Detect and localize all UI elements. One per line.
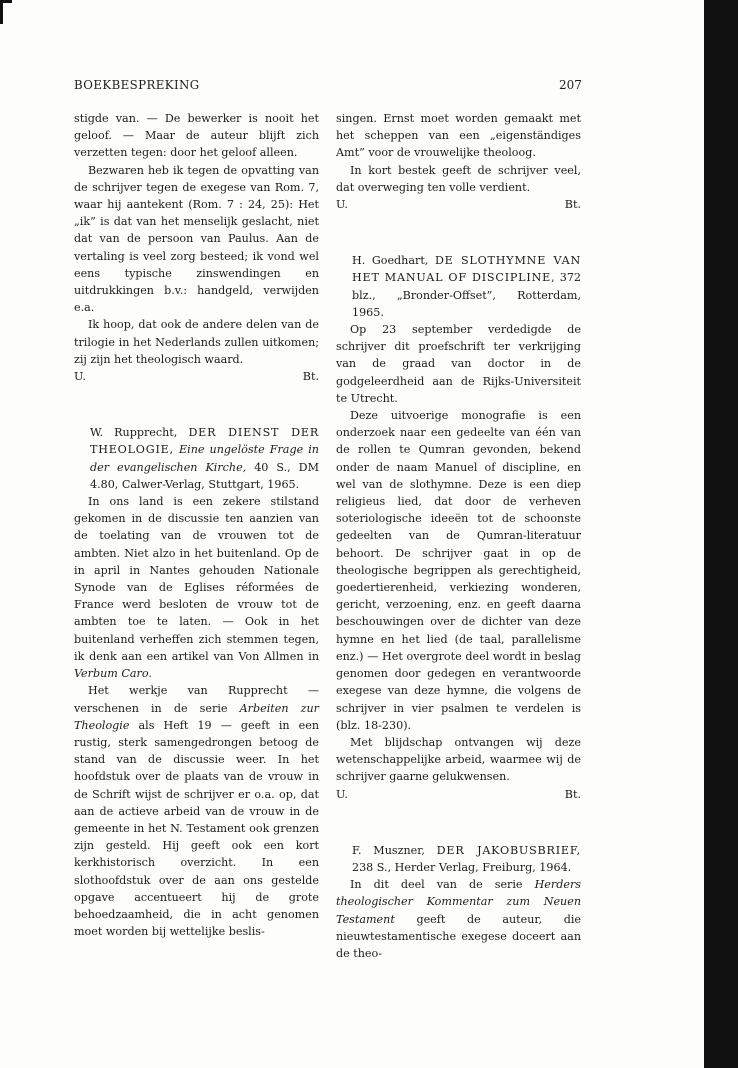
paragraph: Ik hoop, dat ook de andere delen van de trilogie in het Nederlands zullen uitkomen; zij zijn het theologisch waard.: [74, 318, 319, 366]
paragraph: Deze uitvoerige monografie is een onderzoek naar een gedeelte van één van de rollen te Qumran gevonden, bekend onder de naam Manuel of discipline, en wel van de slothymne. Deze is een diep religieus lied, dat door de verheven soteriologische ideeën tot de schoonste gedeelten van de Qumran-literatuur behoort. De schrijver gaat in op de theologische begrippen als gerechtigheid, goedertierenheid, verkiezing wonderen, gericht, verzoening, enz. en geeft daarna beschouwingen over de dichter van deze hymne en het lied (de taal, parallelisme enz.) — Het overgrote deel wordt in beslag genomen door gedegen en verantwoorde exegese van deze hymne, die volgens de schrijver in vier psalmen te verdelen is (blz. 18-230).: [336, 409, 581, 732]
review-title: DE SLOTHYMNE VAN HET MANUAL OF DISCIPLINE,: [352, 254, 582, 285]
signature-initial: U.: [74, 370, 86, 384]
review-author: H. Goedhart,: [352, 254, 429, 268]
review-details: 238 S., Herder Verlag, Freiburg, 1964.: [352, 860, 572, 874]
section-gap: [336, 213, 581, 252]
review-details: 40 S., DM 4.80, Calwer-Verlag, Stuttgart, 1965.: [90, 460, 319, 491]
paragraph: In kort bestek geeft de schrijver veel, dat overweging ten volle verdient.: [336, 163, 581, 194]
signature-reviewer: Bt.: [302, 370, 319, 384]
review-title: DER DIENST DER THEOLOGIE,: [90, 426, 320, 457]
signature-initial: U.: [336, 787, 348, 801]
review-details: 372 blz., „Bronder-Offset”, Rotterdam, 1965.: [352, 271, 581, 319]
section-gap: [74, 385, 319, 424]
signature-initial: U.: [336, 198, 348, 212]
signature-reviewer: Bt.: [564, 198, 581, 212]
page-number: 207: [559, 78, 582, 92]
crop-mark: [0, 0, 12, 3]
paragraph: stigde van. — De bewerker is nooit het geloof. — Maar de auteur blijft zich verzetten tegen: door het geloof alleen.: [74, 112, 319, 160]
review-heading: [90, 424, 319, 493]
paragraph: In dit deel van de serie Herders theologischer Kommentar zum Neuen Testament geeft de auteur, die nieuwtestamentische exegese doceert aan de theo-: [336, 878, 581, 960]
right-column: [336, 110, 581, 962]
section-gap: [336, 803, 581, 842]
review-title: DER JAKOBUSBRIEF,: [436, 843, 581, 857]
paragraph: Het werkje van Rupprecht — verschenen in de serie Arbeiten zur Theologie als Heft 19 — geeft in een rustig, sterk samengedrongen betoog de stand van de discussie weer. In het hoofdstuk over de plaats van de vrouw in de Schrift wijst de schrijver er o.a. op, dat aan de actieve arbeid van de vrouw in de gemeente in het N. Testament ook grenzen zijn gesteld. Hij geeft ook een kort kerkhistorisch overzicht. In een slothoofdstuk over de aan ons gestelde opgave accentueert hij de grote behoedzaamheid, die in acht genomen moet worden bij wettelijke beslis-: [74, 684, 319, 939]
paragraph: singen. Ernst moet worden gemaakt met het scheppen van een „eigenständiges Amt” voor de vrouwelijke theoloog.: [336, 112, 581, 160]
signature-reviewer: Bt.: [564, 787, 581, 801]
signature-line: [336, 196, 581, 213]
review-heading: [352, 252, 581, 321]
running-head: BOEKBESPREKING: [74, 78, 200, 92]
review-heading: [352, 842, 581, 876]
crop-mark: [0, 0, 3, 24]
scan-edge-strip: [704, 0, 738, 1068]
paragraph: Op 23 september verdedigde de schrijver dit proefschrift ter verkrijging van de graad van doctor in de godgeleerdheid aan de Rijks-Universiteit te Utrecht.: [336, 323, 581, 405]
review-subtitle: Eine ungelöste Frage in der evangelischen Kirche,: [90, 443, 319, 474]
paragraph: Met blijdschap ontvangen wij deze wetenschappelijke arbeid, waarmee wij de schrijver gaarne gelukwensen.: [336, 735, 581, 784]
paragraph: In ons land is een zekere stilstand gekomen in de discussie ten aanzien van de toelating van de vrouwen tot de ambten. Niet alzo in het buitenland. Op de in april in Nantes gehouden Nationale Synode van de Eglises réformées de France werd besloten de vrouw tot de ambten toe te laten. — Ook in het buitenland verheffen zich stemmen tegen, ik denk aan een artikel van Von Allmen in Verbum Caro.: [74, 495, 319, 681]
left-column: [74, 110, 319, 940]
signature-line: [336, 786, 581, 803]
signature-line: [74, 368, 319, 385]
review-author: F. Muszner,: [352, 843, 425, 857]
review-author: W. Rupprecht,: [90, 426, 178, 440]
paragraph: Bezwaren heb ik tegen de opvatting van de schrijver tegen de exegese van Rom. 7, waar hij aantekent (Rom. 7 : 24, 25): Het „ik” is dat van het menselijk geslacht, niet dat van de persoon van Paulus. Aan de vertaling is veel zorg besteed; ik vond wel eens typische zinswendingen en uitdrukkingen b.v.: handgeld, verwijden e.a.: [74, 163, 319, 315]
